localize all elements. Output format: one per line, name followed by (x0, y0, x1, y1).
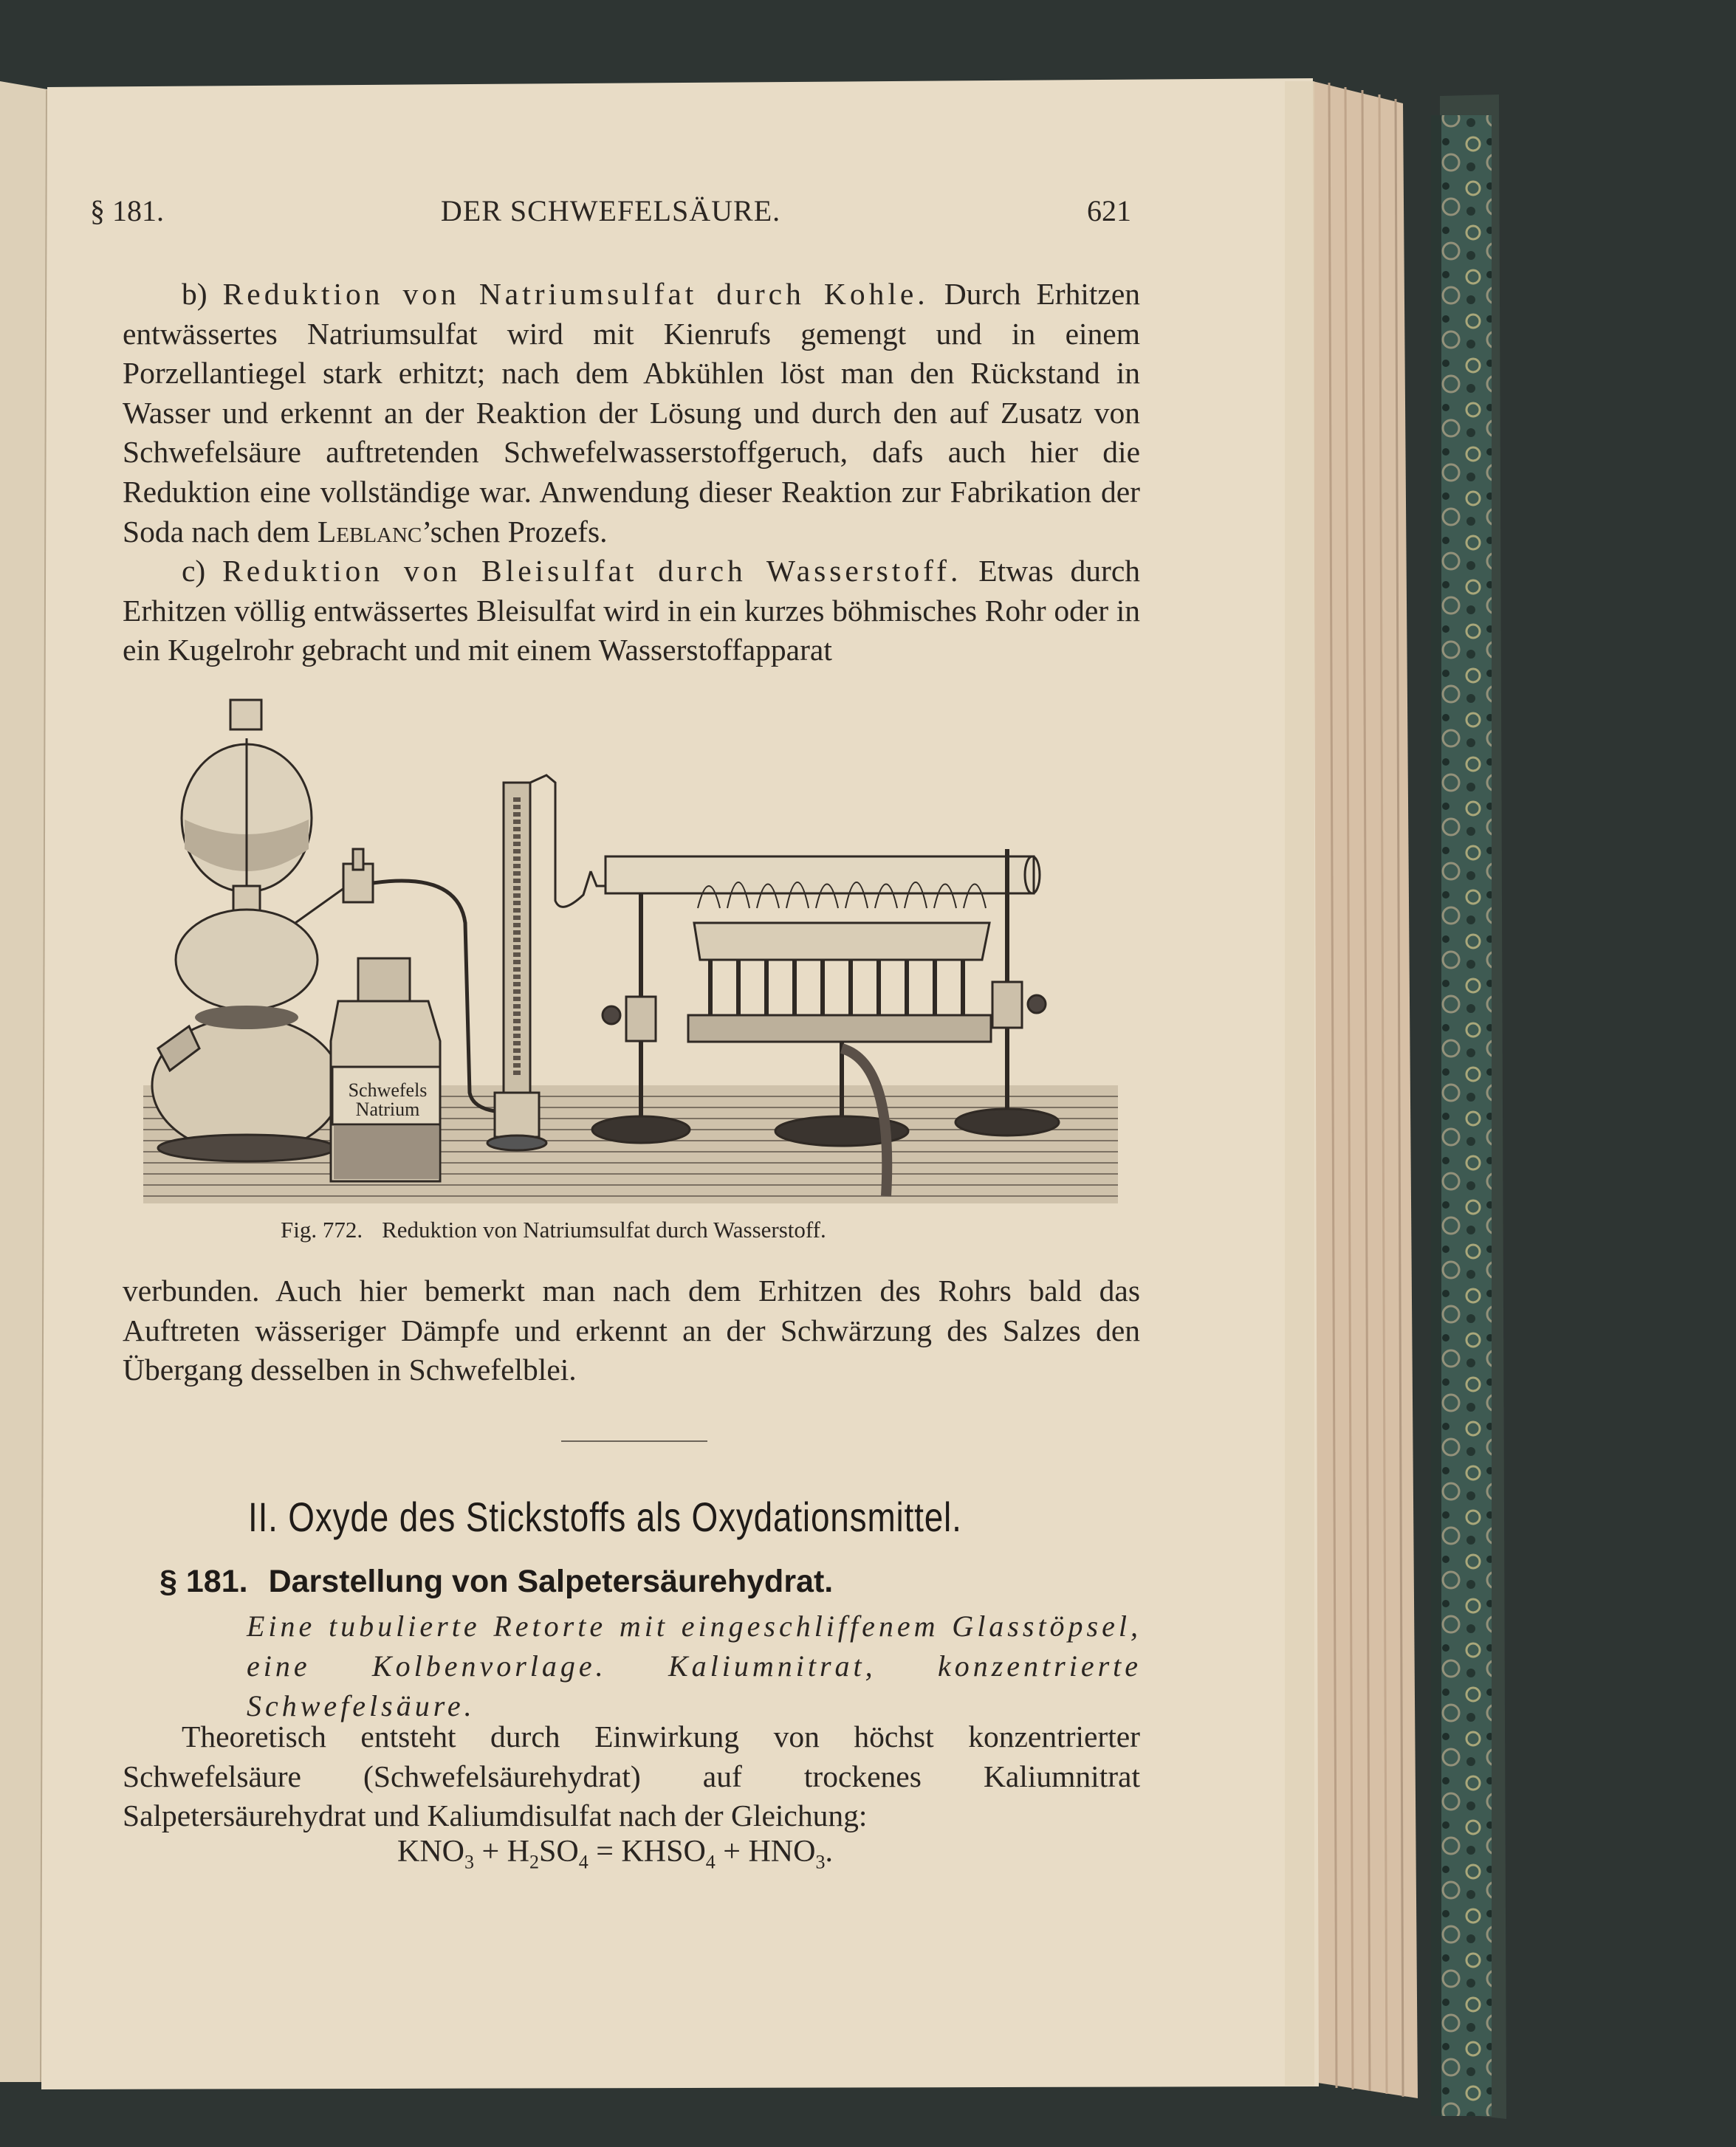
section-divider (561, 1440, 707, 1442)
paragraph-c-title: Reduktion von Bleisulfat durch Wasserstoff. (222, 554, 962, 588)
caption-text: Reduktion von Natriumsulfat durch Wasserstoff. (382, 1217, 826, 1243)
text-block-continued (123, 1271, 1140, 1390)
paragraph-b (123, 275, 1140, 552)
text-block-top (123, 275, 1140, 670)
paragraph-b-title: Reduktion von Natriumsulfat durch Kohle. (222, 277, 929, 311)
header-section: § 181. (90, 194, 164, 227)
page-number: 621 (1087, 194, 1131, 227)
paragraph-b-text: Durch Erhitzen entwässertes Natriumsulfat wird mit Kienrufs gemengt und in einem Porzellantiegel stark erhitzt; nach dem Abkühlen löst man den Rückstand in Wasser und erkennt an der Reaktion der Lösung und durch den auf Zusatz von Schwefelsäure auftretenden Schwefelwasserstoffgeruch, dafs auch hier die Reduktion eine vollständige war. Anwendung dieser Reaktion zur Fabrikation der Soda nach dem (123, 277, 1141, 549)
bottle-label-line1: Schwefels (348, 1079, 428, 1101)
paragraph-b-name: Leblanc (317, 514, 422, 549)
bottle-label (335, 1081, 440, 1119)
subsection-heading (159, 1564, 833, 1600)
text-block-theory (123, 1717, 1140, 1836)
materials-list: Eine tubulierte Retorte mit eingeschliffenem Glasstöpsel, eine Kolbenvorlage. Kaliumnitrat, konzentrierte Schwefelsäure. (247, 1610, 1142, 1722)
paragraph-b-label: b) (182, 277, 207, 311)
eq-term-4: = KHSO (588, 1835, 706, 1869)
paragraph-c (123, 552, 1140, 670)
paragraph-c-text: Etwas durch Erhitzen völlig entwässertes Bleisulfat wird in ein kurzes böhmisches Rohr oder in ein Kugelrohr gebracht und mit einem Wasserstoffapparat (123, 554, 1141, 667)
subsection-number: § 181. (159, 1564, 248, 1599)
eq-sub-3: 4 (578, 1851, 589, 1873)
paragraph-continued: verbunden. Auch hier bemerkt man nach dem Erhitzen des Rohrs bald das Auftreten wässeriger Dämpfe und erkennt an der Schwärzung des Salzes den Übergang desselben in Schwefelblei. (123, 1274, 1140, 1387)
paragraph-c-label: c) (182, 554, 206, 588)
subsection-title: Darstellung von Salpetersäurehydrat. (268, 1564, 834, 1599)
figure-caption (281, 1217, 845, 1243)
caption-number: Fig. 772. (281, 1217, 363, 1243)
eq-term-2: + H (474, 1835, 530, 1869)
eq-term-6: . (825, 1835, 833, 1869)
eq-sub-1: 3 (464, 1851, 474, 1873)
eq-sub-4: 4 (705, 1851, 716, 1873)
section-heading: II. Oxyde des Stickstoffs als Oxydationsmittel. (248, 1494, 962, 1540)
bottle-label-line2: Natrium (355, 1099, 420, 1120)
running-header (90, 193, 1131, 238)
paragraph-b-text-end: ’schen Prozefs. (422, 514, 608, 549)
header-title: DER SCHWEFELSÄURE. (440, 194, 781, 227)
eq-sub-5: 3 (815, 1851, 826, 1873)
eq-sub-2: 2 (529, 1851, 540, 1873)
paragraph-theory: Theoretisch entsteht durch Einwirkung von höchst konzentrierter Schwefelsäure (Schwefelsäurehydrat) auf trockenes Kaliumnitrat Salpetersäurehydrat und Kaliumdisulfat nach der Gleichung: (123, 1720, 1140, 1833)
eq-term-3: SO (539, 1835, 579, 1869)
chemical-equation (397, 1834, 833, 1873)
eq-term-1: KNO (397, 1835, 464, 1869)
eq-term-5: + HNO (715, 1835, 816, 1869)
